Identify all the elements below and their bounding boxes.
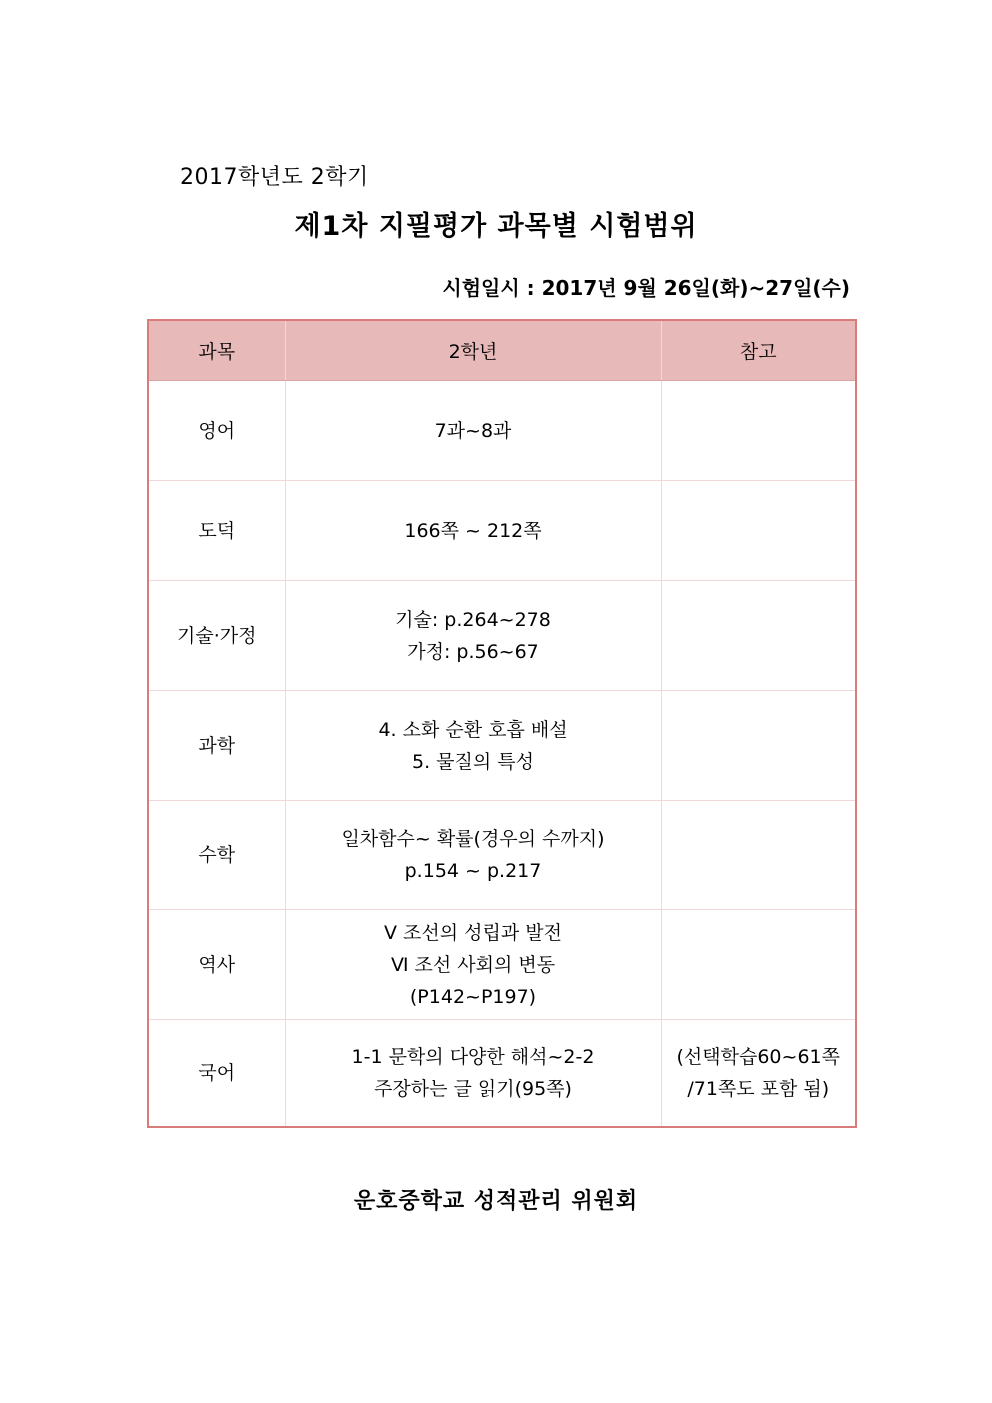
note-cell [661,910,856,1020]
range-cell [285,381,661,481]
range-cell [285,581,661,691]
note-cell [661,481,856,581]
document-title: 제1차 지필평가 과목별 시험범위 [294,211,698,242]
range-line: 일차함수~ 확률(경우의 수까지) [341,828,605,850]
committee-signature: 운호중학교 성적관리 위원회 [353,1189,639,1214]
note-cell [661,801,856,910]
table-row [148,801,856,910]
range-line: 166쪽 ~ 212쪽 [404,519,542,542]
table-header-row [148,320,856,381]
column-header-grade: 2학년 [285,320,661,381]
range-line: 4. 소화 순환 호흡 배설 [378,718,568,741]
note-cell [661,381,856,481]
note-line: /71쪽도 포함 됨) [687,1077,830,1100]
subject-cell: 역사 [148,910,285,1020]
subject-cell: 도덕 [148,481,285,581]
table-row [148,691,856,801]
range-cell [285,481,661,581]
table-row [148,381,856,481]
range-line: (P142~P197) [409,985,537,1008]
note-cell [661,1020,856,1127]
subject-cell: 영어 [148,381,285,481]
range-line: 기술: p.264~278 [395,608,551,631]
range-line: p.154 ~ p.217 [404,860,542,882]
semester-subtitle: 2017학년도 2학기 [180,165,369,190]
subject-cell: 기술·가정 [148,581,285,691]
note-line: (선택학습60~61쪽 [676,1045,840,1068]
exam-scope-table [147,319,857,1128]
exam-date: 시험일시 : 2017년 9월 26일(화)~27일(수) [442,276,850,300]
range-cell [285,910,661,1020]
range-cell [285,691,661,801]
range-line: 7과~8과 [434,419,512,442]
range-line: 가정: p.56~67 [407,640,539,663]
range-line: 5. 물질의 특성 [412,750,534,773]
range-line: Ⅴ 조선의 성립과 발전 [384,921,562,944]
table-row [148,910,856,1020]
table-row [148,1020,856,1127]
subject-cell: 수학 [148,801,285,910]
range-line: 주장하는 글 읽기(95쪽) [374,1077,572,1100]
range-cell [285,801,661,910]
range-cell [285,1020,661,1127]
table-row [148,581,856,691]
table-row [148,481,856,581]
range-line: Ⅵ 조선 사회의 변동 [390,953,556,976]
subject-cell: 과학 [148,691,285,801]
range-line: 1-1 문학의 다양한 해석~2-2 [351,1045,595,1068]
note-cell [661,691,856,801]
column-header-note: 참고 [661,320,856,381]
column-header-subject: 과목 [148,320,285,381]
note-cell [661,581,856,691]
subject-cell: 국어 [148,1020,285,1127]
